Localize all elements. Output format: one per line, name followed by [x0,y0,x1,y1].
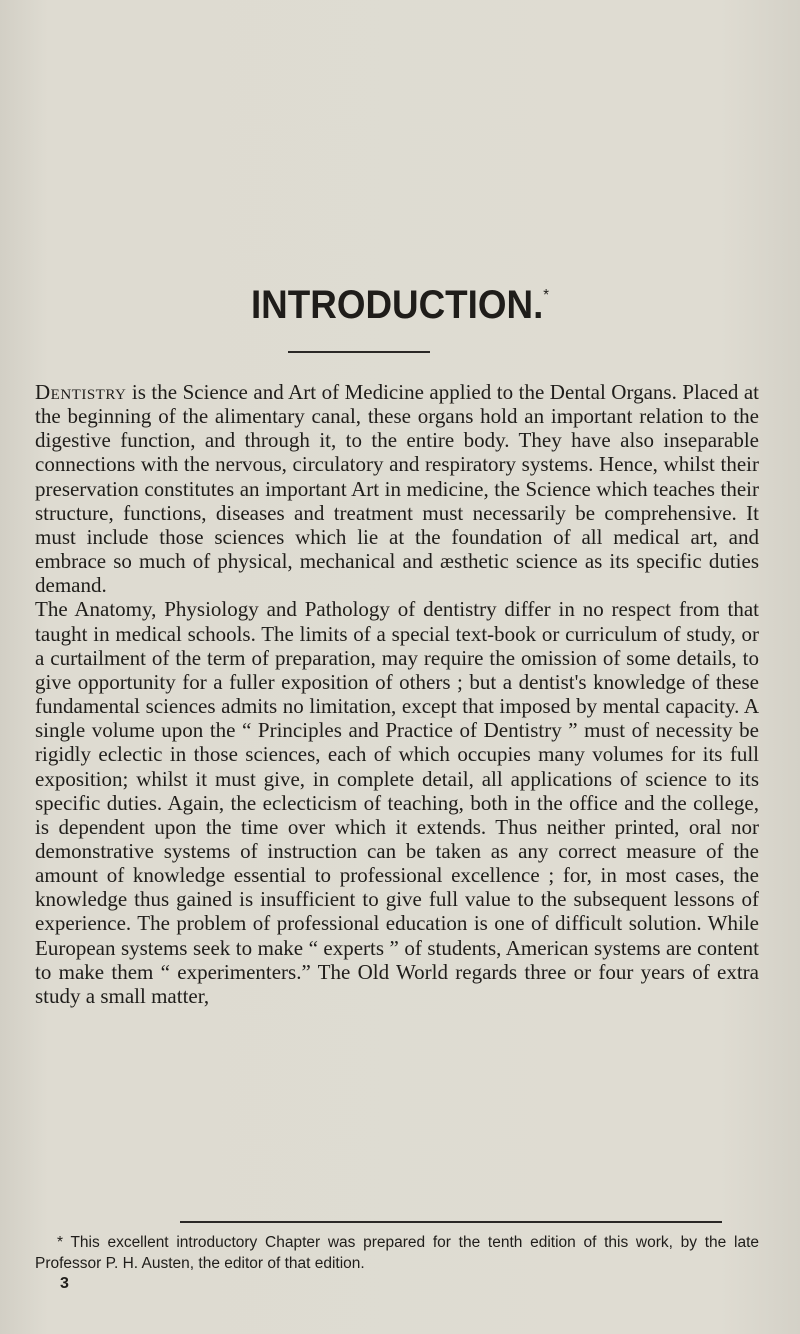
lead-word: Dentistry [35,380,127,404]
paragraph-2: The Anatomy, Physiology and Pathology of dentistry differ in no respect from that taught in medical schools. The limits of a special text-book or curriculum of study, or a curtailment of the term of preparation, may require the omission of some details, to give opportunity for a fuller exposition of others ; but a dentist's knowledge of these fundamental sciences admits no limitation, except that imposed by mental capacity. A single volume upon the “ Principles and Practice of Dentistry ” must of necessity be rigidly eclectic in those sciences, each of which occupies many volumes for its full exposition; whilst it must give, in complete detail, all applications of science to its specific duties. Again, the eclecticism of teaching, both in the office and the college, is dependent upon the time over which it extends. Thus neither printed, oral nor demonstrative systems of instruction can be taken as any correct measure of the amount of knowledge essential to professional excellence ; for, in most cases, the knowledge thus gained is insufficient to give full value to the subsequent lessons of experience. The problem of professional education is one of difficult solution. While European systems seek to make “ experts ” of students, American systems are content to make them “ experimenters.” The Old World regards three or four years of extra study a small matter, [35,597,759,1008]
page-number: 3 [60,1275,69,1292]
chapter-title: INTRODUCTION.* [250,282,550,327]
footnote [35,1232,759,1274]
paragraph-1: Dentistry is the Science and Art of Medicine applied to the Dental Organs. Placed at the beginning of the alimentary canal, these organs hold an important relation to the digestive function, and through it, to the entire body. They have also inseparable connections with the nervous, circulatory and respiratory systems. Hence, whilst their preservation constitutes an important Art in medicine, the Science which teaches their structure, functions, diseases and treatment must necessarily be comprehensive. It must include those sciences which lie at the foundation of all medical art, and embrace so much of physical, mechanical and æsthetic science as its specific duties demand. [35,380,759,598]
footnote-rule [180,1221,722,1223]
footnote-text: * This excellent introductory Chapter was prepared for the tenth edition of this work, by the late Professor P. H. Austen, the editor of that edition. [35,1234,759,1272]
title-rule [288,351,430,353]
body-text [35,380,759,1008]
footnote-marker: * [543,286,550,304]
